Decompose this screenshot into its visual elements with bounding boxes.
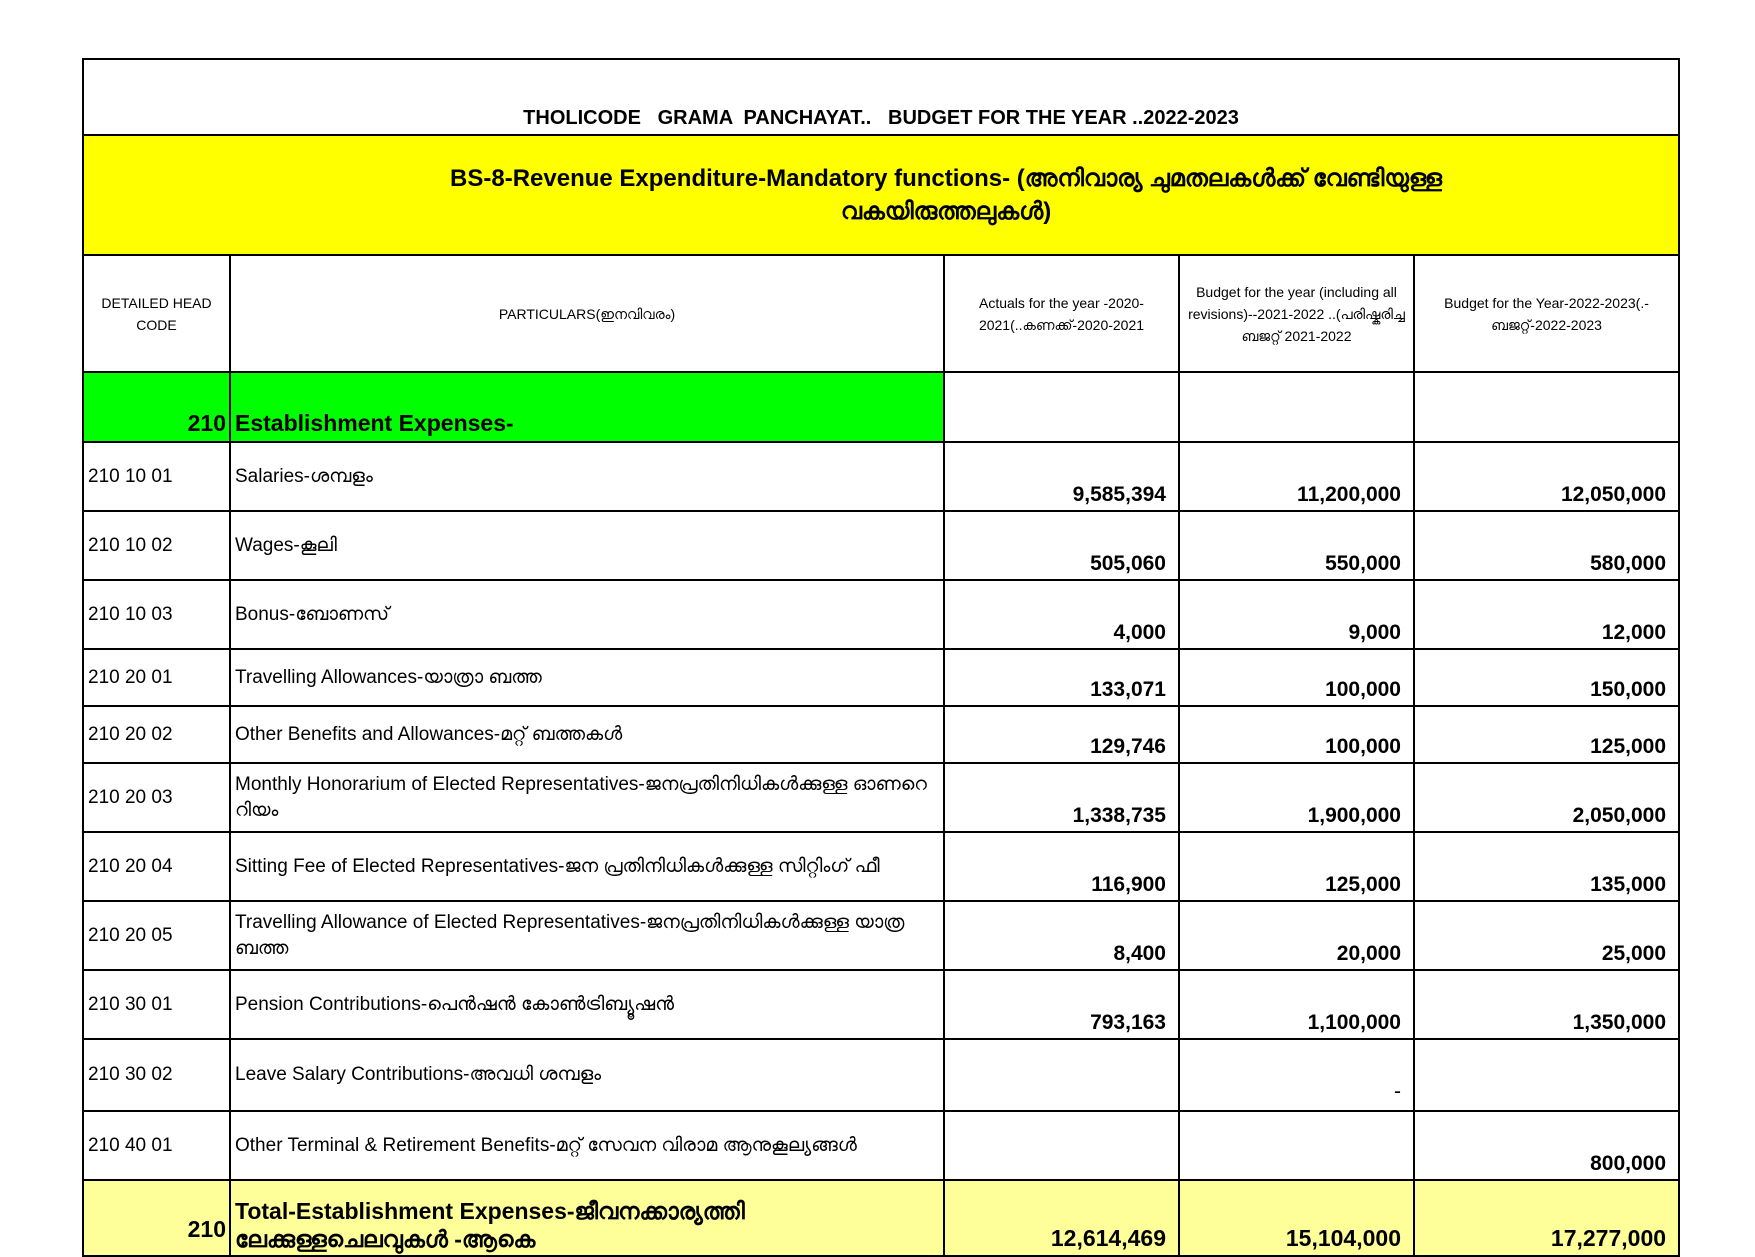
row-particulars: Travelling Allowances-യാത്രാ ബത്ത [230,649,944,706]
section-actuals-cell [944,372,1179,442]
table-row [83,580,1679,649]
row-code: 210 20 02 [83,706,230,763]
row-actuals [944,1111,1179,1180]
row-code: 210 40 01 [83,1111,230,1180]
row-actuals [944,1039,1179,1111]
row-code: 210 10 03 [83,580,230,649]
row-revised-budget: 100,000 [1179,706,1414,763]
column-header-row [83,255,1679,372]
table-row [83,1111,1679,1180]
section-budget-cell [1414,372,1679,442]
row-actuals: 129,746 [944,706,1179,763]
row-actuals: 793,163 [944,970,1179,1039]
row-revised-budget: - [1179,1039,1414,1111]
header-code: DETAILED HEAD CODE [83,255,230,372]
row-code: 210 10 01 [83,442,230,511]
row-budget: 125,000 [1414,706,1679,763]
section-revised-cell [1179,372,1414,442]
row-budget: 2,050,000 [1414,763,1679,832]
row-code: 210 30 02 [83,1039,230,1111]
table-row [83,706,1679,763]
row-code: 210 20 01 [83,649,230,706]
row-budget: 1,350,000 [1414,970,1679,1039]
statement-heading-line2: വകയിരുത്തലുകൾ) [840,198,1052,225]
row-particulars: Travelling Allowance of Elected Representatives-ജനപ്രതിനിധികൾക്കുള്ള യാത്ര ബത്ത [230,901,944,970]
total-budget: 17,277,000 [1414,1180,1679,1256]
row-revised-budget: 1,100,000 [1179,970,1414,1039]
row-particulars: Leave Salary Contributions-അവധി ശമ്പളം [230,1039,944,1111]
row-actuals: 9,585,394 [944,442,1179,511]
table-row [83,649,1679,706]
sheet-title: THOLICODE GRAMA PANCHAYAT.. BUDGET FOR THE YEAR ..2022-2023 [83,59,1679,135]
header-actuals: Actuals for the year -2020-2021(..കണക്ക്-2020-2021 [944,255,1179,372]
table-row [83,1039,1679,1111]
table-row [83,763,1679,832]
row-revised-budget: 550,000 [1179,511,1414,580]
row-code: 210 20 05 [83,901,230,970]
table-row [83,442,1679,511]
row-particulars: Sitting Fee of Elected Representatives-ജന പ്രതിനിധികൾക്കുള്ള സിറ്റിംഗ് ഫീ [230,832,944,901]
row-actuals: 8,400 [944,901,1179,970]
row-actuals: 4,000 [944,580,1179,649]
row-revised-budget [1179,1111,1414,1180]
statement-heading [83,135,1679,255]
total-name: Total-Establishment Expenses-ജീവനക്കാര്യത്തി ലേക്കുള്ളചെലവുകൾ -ആകെ [230,1180,944,1256]
section-code: 210 [83,372,230,442]
row-budget: 580,000 [1414,511,1679,580]
row-code: 210 10 02 [83,511,230,580]
total-row [83,1180,1679,1256]
row-budget: 135,000 [1414,832,1679,901]
row-revised-budget: 11,200,000 [1179,442,1414,511]
row-particulars: Bonus-ബോണസ് [230,580,944,649]
row-revised-budget: 125,000 [1179,832,1414,901]
total-code: 210 [83,1180,230,1256]
table-row [83,970,1679,1039]
row-budget: 12,000 [1414,580,1679,649]
section-row [83,372,1679,442]
row-revised-budget: 20,000 [1179,901,1414,970]
row-budget [1414,1039,1679,1111]
row-revised-budget: 9,000 [1179,580,1414,649]
row-budget: 25,000 [1414,901,1679,970]
row-code: 210 20 03 [83,763,230,832]
total-actuals: 12,614,469 [944,1180,1179,1256]
row-revised-budget: 100,000 [1179,649,1414,706]
row-actuals: 116,900 [944,832,1179,901]
row-budget: 12,050,000 [1414,442,1679,511]
row-particulars: Wages-കൂലി [230,511,944,580]
table-row [83,832,1679,901]
row-particulars: Other Benefits and Allowances-മറ്റ് ബത്തകൾ [230,706,944,763]
row-budget: 800,000 [1414,1111,1679,1180]
row-actuals: 133,071 [944,649,1179,706]
row-budget: 150,000 [1414,649,1679,706]
row-particulars: Other Terminal & Retirement Benefits-മറ്റ് സേവന വിരാമ ആനുകൂല്യങ്ങൾ [230,1111,944,1180]
row-particulars: Salaries-ശമ്പളം [230,442,944,511]
row-actuals: 1,338,735 [944,763,1179,832]
budget-table [82,58,1680,1257]
header-particulars: PARTICULARS(ഇനവിവരം) [230,255,944,372]
row-particulars: Pension Contributions-പെൻഷൻ കോൺട്രിബ്യൂഷൻ [230,970,944,1039]
row-revised-budget: 1,900,000 [1179,763,1414,832]
row-code: 210 20 04 [83,832,230,901]
row-code: 210 30 01 [83,970,230,1039]
row-actuals: 505,060 [944,511,1179,580]
statement-heading-line1: BS-8-Revenue Expenditure-Mandatory functions- (അനിവാര്യ ചുമതലകൾക്ക് വേണ്ടിയുള്ള [450,165,1443,192]
table-row [83,511,1679,580]
header-revised-budget: Budget for the year (including all revisions)--2021-2022 ..(പരിഷ്കരിച്ച ബജറ്റ് 2021-2022 [1179,255,1414,372]
total-revised-budget: 15,104,000 [1179,1180,1414,1256]
header-budget: Budget for the Year-2022-2023(.-ബജറ്റ്-2022-2023 [1414,255,1679,372]
row-particulars: Monthly Honorarium of Elected Representatives-ജനപ്രതിനിധികൾക്കുള്ള ഓണറെ റിയം [230,763,944,832]
table-row [83,901,1679,970]
section-name: Establishment Expenses- [230,372,944,442]
budget-sheet [82,58,1678,1257]
